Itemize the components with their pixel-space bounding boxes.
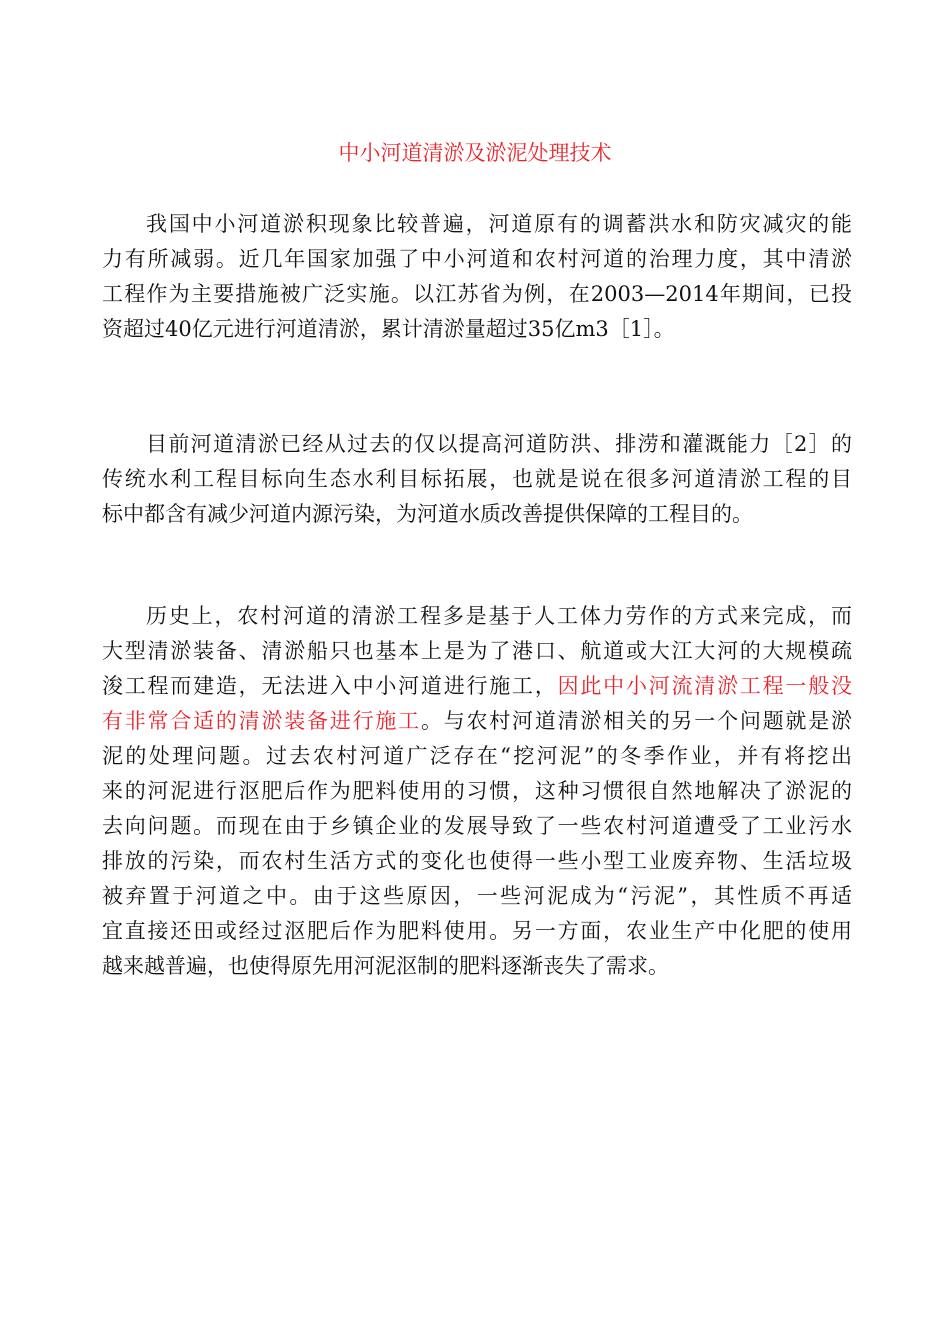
paragraph-line: 工程作为主要措施被广泛实施。以江苏省为例，在2003—2014年期间，已投	[102, 282, 852, 306]
paragraph-line: 大型清淤装备、清淤船只也基本上是为了港口、航道或大江大河的大规模疏	[102, 639, 852, 663]
paragraph-line: 来的河泥进行沤肥后作为肥料使用的习惯，这种习惯很自然地解决了淤泥的	[102, 779, 852, 803]
paragraph-line-mixed	[102, 704, 852, 739]
highlighted-text: 有非常合适的清淤装备进行施工	[102, 709, 421, 733]
paragraph-line: 去向问题。而现在由于乡镇企业的发展导致了一些农村河道遭受了工业污水	[102, 814, 852, 838]
paragraph-line: 力有所减弱。近几年国家加强了中小河道和农村河道的治理力度，其中清淤	[102, 247, 852, 271]
paragraph-line: 泥的处理问题。过去农村河道广泛存在“挖河泥”的冬季作业，并有将挖出	[102, 744, 852, 768]
paragraph-text: 。与农村河道清淤相关的另一个问题就是淤	[420, 709, 852, 733]
paragraph-line: 传统水利工程目标向生态水利目标拓展，也就是说在很多河道清淤工程的目	[102, 467, 852, 491]
paragraph-2	[102, 427, 852, 532]
paragraph-text: 浚工程而建造，无法进入中小河道进行施工，	[102, 674, 558, 698]
paragraph-line: 宜直接还田或经过沤肥后作为肥料使用。另一方面，农业生产中化肥的使用	[102, 919, 852, 943]
paragraph-line-mixed	[102, 669, 852, 704]
paragraph-line: 标中都含有减少河道内源污染，为河道水质改善提供保障的工程目的。	[102, 502, 753, 526]
paragraph-line: 排放的污染，而农村生活方式的变化也使得一些小型工业废弃物、生活垃圾	[102, 849, 852, 873]
paragraph-1	[102, 207, 852, 347]
paragraph-line: 越来越普遍，也使得原先用河泥沤制的肥料逐渐丧失了需求。	[102, 954, 669, 978]
paragraph-line: 我国中小河道淤积现象比较普遍，河道原有的调蓄洪水和防灾减灾的能	[146, 212, 852, 236]
paragraph-line: 历史上，农村河道的清淤工程多是基于人工体力劳作的方式来完成，而	[146, 604, 852, 628]
paragraph-3	[102, 599, 852, 984]
paragraph-line: 资超过40亿元进行河道清淤，累计清淤量超过35亿m3［1］。	[102, 317, 675, 341]
document-title: 中小河道清淤及淤泥处理技术	[338, 141, 612, 165]
highlighted-text: 因此中小河流清淤工程一般没	[557, 674, 852, 698]
paragraph-line: 被弃置于河道之中。由于这些原因，一些河泥成为“污泥”，其性质不再适	[102, 884, 852, 908]
paragraph-line: 目前河道清淤已经从过去的仅以提高河道防洪、排涝和灌溉能力［2］的	[146, 432, 852, 456]
